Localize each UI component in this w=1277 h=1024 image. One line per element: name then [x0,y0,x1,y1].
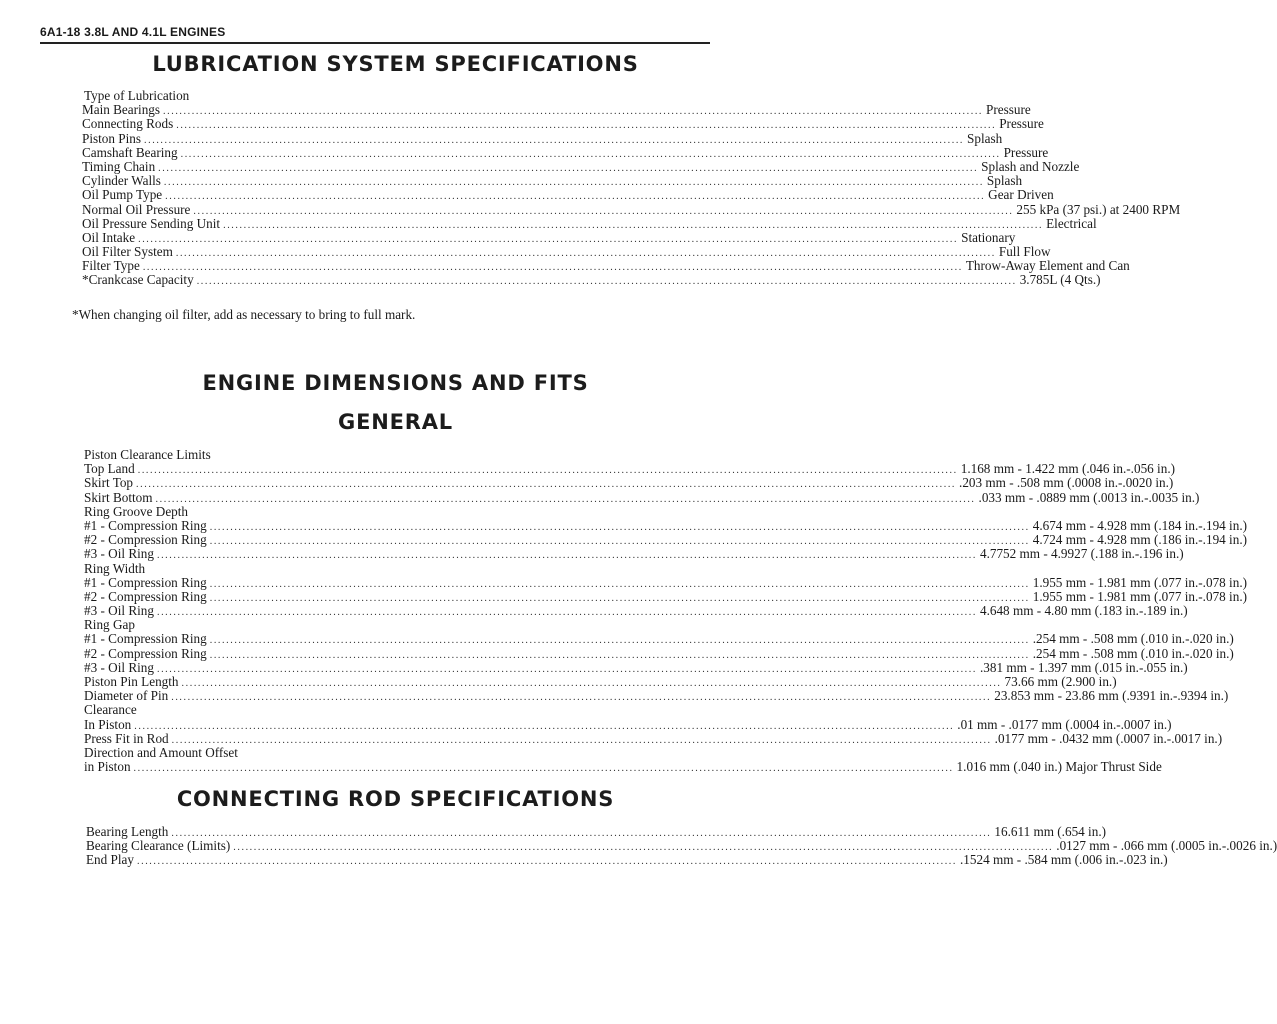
spec-row [84,489,1200,505]
spec-value: Pressure [986,102,1031,118]
spec-value: Splash [986,173,1023,189]
dot-leader: ........................................................................................................................................................................................................ [137,856,957,868]
spec-label: Camshaft Bearing [82,144,178,160]
spec-value: Splash [967,130,1003,146]
dot-leader: ........................................................................................................................................................................................................ [138,233,959,245]
spec-group-heading [84,505,667,519]
engine-dimensions-title: ENGINE DIMENSIONS AND FITS [202,371,589,395]
spec-group-heading [84,448,667,462]
spec-row [82,130,1003,146]
dot-leader: ........................................................................................................................................................................................................ [196,276,1017,288]
dot-leader: ........................................................................................................................................................................................................ [142,262,963,274]
spec-row [82,258,1130,274]
spec-label: Ring Width [84,560,146,576]
dot-leader: ........................................................................................................................................................................................................ [163,177,984,189]
spec-value: 1.016 mm (.040 in.) Major Thrust Side [956,759,1162,775]
dot-leader: ........................................................................................................................................................................................................ [209,635,1030,647]
spec-label: Cylinder Walls [82,173,161,189]
spec-row [82,201,1181,217]
spec-label: Piston Clearance Limits [84,447,211,462]
spec-label: #3 - Oil Ring [84,659,154,675]
spec-label: Skirt Bottom [84,489,153,505]
dot-leader: ........................................................................................................................................................................................................ [175,248,996,260]
dot-leader: ........................................................................................................................................................................................................ [163,106,984,118]
dot-leader: ........................................................................................................................................................................................................ [209,578,1030,590]
spec-label: Filter Type [82,258,140,274]
spec-label: Piston Pin Length [84,674,179,689]
spec-label: #1 - Compression Ring [84,631,207,647]
spec-row [82,215,1097,231]
spec-row [84,517,1248,533]
spec-row [84,645,1234,661]
spec-row [86,838,1277,854]
spec-value: 1.168 mm - 1.422 mm (.046 in.-.056 in.) [960,461,1176,477]
spec-label: Piston Pins [82,130,142,146]
dot-leader: ........................................................................................................................................................................................................ [156,550,977,562]
spec-row [82,144,1049,160]
spec-group-heading [84,746,667,760]
spec-label: Direction and Amount Offset [84,744,238,760]
spec-label: #2 - Compression Ring [84,532,207,548]
spec-value: Gear Driven [988,187,1054,203]
dot-leader: ........................................................................................................................................................................................................ [144,134,965,146]
spec-row [84,588,1248,604]
spec-row [84,688,1229,704]
spec-value: Throw-Away Element and Can [965,258,1130,274]
spec-value: 1.955 mm - 1.981 mm (.077 in.-.078 in.) [1032,588,1248,604]
spec-value: .1524 mm - .584 mm (.006 in.-.023 in.) [960,852,1168,868]
dot-leader: ........................................................................................................................................................................................................ [158,162,979,174]
spec-label: #2 - Compression Ring [84,588,207,604]
spec-label: Oil Pump Type [82,187,163,203]
spec-row [84,659,1188,675]
spec-row [82,173,1023,189]
spec-value: 4.7752 mm - 4.9927 (.188 in.-.196 in.) [979,546,1184,562]
spec-value: .254 mm - .508 mm (.010 in.-.020 in.) [1032,631,1234,647]
spec-value: 73.66 mm (2.900 in.) [1004,674,1117,689]
dot-leader: ........................................................................................................................................................................................................ [171,734,992,746]
spec-value: .0127 mm - .066 mm (.0005 in.-.0026 in.) [1056,838,1277,854]
spec-value: 23.853 mm - 23.86 mm (.9391 in.-.9394 in.) [994,688,1229,704]
spec-group-heading [84,703,667,717]
spec-value: .381 mm - 1.397 mm (.015 in.-.055 in.) [979,659,1188,675]
spec-value: .033 mm - .0889 mm (.0013 in.-.0035 in.) [978,489,1200,505]
dot-leader: ........................................................................................................................................................................................................ [171,692,992,704]
spec-row [82,244,1051,260]
spec-row [84,716,1172,732]
spec-label: Skirt Top [84,475,134,491]
dot-leader: ........................................................................................................................................................................................................ [180,148,1001,160]
spec-value: Pressure [1003,144,1049,160]
spec-label: Ring Gap [84,617,135,633]
spec-row [84,759,1162,775]
dot-leader: ........................................................................................................................................................................................................ [137,465,958,477]
spec-value: .203 mm - .508 mm (.0008 in.-.0020 in.) [959,475,1174,491]
spec-row [82,158,1080,174]
lubrication-subheading: Type of Lubrication [84,88,190,103]
spec-row [82,272,1101,288]
spec-row [84,574,1248,590]
spec-row [82,116,1044,132]
spec-value: .254 mm - .508 mm (.010 in.-.020 in.) [1032,645,1234,661]
spec-label: Bearing Clearance (Limits) [86,838,231,854]
spec-value: 4.724 mm - 4.928 mm (.186 in.-.194 in.) [1032,532,1248,548]
spec-label: Top Land [84,461,135,477]
connecting-rod-spec-list [86,824,1277,868]
lubrication-section [82,88,1181,288]
spec-label: End Play [86,852,134,868]
dot-leader: ........................................................................................................................................................................................................ [176,120,997,132]
dot-leader: ........................................................................................................................................................................................................ [209,592,1030,604]
dot-leader: ........................................................................................................................................................................................................ [209,521,1030,533]
spec-label: Bearing Length [86,824,169,839]
engine-spec-list [84,447,1248,775]
spec-value: .0177 mm - .0432 mm (.0007 in.-.0017 in.) [994,730,1223,746]
spec-value: Stationary [961,229,1016,245]
dot-leader: ........................................................................................................................................................................................................ [134,720,955,732]
spec-label: Normal Oil Pressure [82,201,191,217]
spec-row [86,824,1107,839]
spec-row [86,852,1168,868]
spec-label: Main Bearings [82,102,161,118]
spec-value: 255 kPa (37 psi.) at 2400 RPM [1016,201,1181,217]
dot-leader: ........................................................................................................................................................................................................ [133,763,954,775]
spec-label: #1 - Compression Ring [84,517,207,533]
spec-value: 4.648 mm - 4.80 mm (.183 in.-.189 in.) [979,603,1188,619]
spec-row [84,461,1176,477]
spec-row [84,532,1248,548]
spec-value: 16.611 mm (.654 in.) [994,824,1107,839]
spec-label: *Crankcase Capacity [82,272,194,288]
spec-value: .01 mm - .0177 mm (.0004 in.-.0007 in.) [957,716,1172,732]
spec-label: in Piston [84,759,131,775]
spec-label: Ring Groove Depth [84,503,189,519]
spec-value: 3.785L (4 Qts.) [1019,272,1101,288]
spec-row [84,475,1174,491]
page-header [40,24,710,44]
connecting-rod-title: CONNECTING ROD SPECIFICATIONS [176,787,615,811]
spec-row [84,631,1234,647]
dot-leader: ........................................................................................................................................................................................................ [193,205,1014,217]
spec-label: Oil Filter System [82,244,173,260]
spec-label: Diameter of Pin [84,688,169,704]
spec-row [82,187,1054,203]
spec-label: Clearance [84,702,137,718]
spec-group-heading [84,562,667,576]
spec-value: Full Flow [998,244,1051,260]
spec-label: Oil Intake [82,229,136,245]
spec-label: In Piston [84,716,132,732]
spec-value: Pressure [999,116,1044,132]
spec-label: Timing Chain [82,158,156,174]
spec-label: Connecting Rods [82,116,174,132]
spec-value: Electrical [1046,215,1097,231]
spec-label: Press Fit in Rod [84,730,169,746]
dot-leader: ........................................................................................................................................................................................................ [156,663,977,675]
spec-row [84,674,1117,689]
spec-label: #3 - Oil Ring [84,603,154,619]
spec-label: #2 - Compression Ring [84,645,207,661]
dot-leader: ........................................................................................................................................................................................................ [209,649,1030,661]
spec-row [84,730,1223,746]
spec-value: 1.955 mm - 1.981 mm (.077 in.-.078 in.) [1032,574,1248,590]
spec-value: Splash and Nozzle [981,158,1080,174]
lubrication-title: LUBRICATION SYSTEM SPECIFICATIONS [152,52,639,76]
dot-leader: ........................................................................................................................................................................................................ [136,479,957,491]
spec-row [84,603,1188,619]
spec-label: #1 - Compression Ring [84,574,207,590]
spec-value: 4.674 mm - 4.928 mm (.184 in.-.194 in.) [1032,517,1248,533]
dot-leader: ........................................................................................................................................................................................................ [233,842,1054,854]
crankcase-footnote: *When changing oil filter, add as necessary to bring to full mark. [72,307,416,322]
spec-row [82,229,1016,245]
lubrication-spec-list [82,102,1181,288]
spec-group-heading [84,618,667,632]
engine-general-subtitle: GENERAL [338,410,453,434]
dot-leader: ........................................................................................................................................................................................................ [155,493,976,505]
dot-leader: ........................................................................................................................................................................................................ [171,828,992,839]
spec-row [82,102,1031,118]
spec-label: Oil Pressure Sending Unit [82,215,221,231]
page-reference: 6A1-18 3.8L AND 4.1L ENGINES [40,25,226,39]
dot-leader: ........................................................................................................................................................................................................ [223,219,1044,231]
dot-leader: ........................................................................................................................................................................................................ [181,678,1002,689]
dot-leader: ........................................................................................................................................................................................................ [165,191,986,203]
spec-row [84,546,1184,562]
dot-leader: ........................................................................................................................................................................................................ [209,536,1030,548]
dot-leader: ........................................................................................................................................................................................................ [156,607,977,619]
spec-label: #3 - Oil Ring [84,546,154,562]
